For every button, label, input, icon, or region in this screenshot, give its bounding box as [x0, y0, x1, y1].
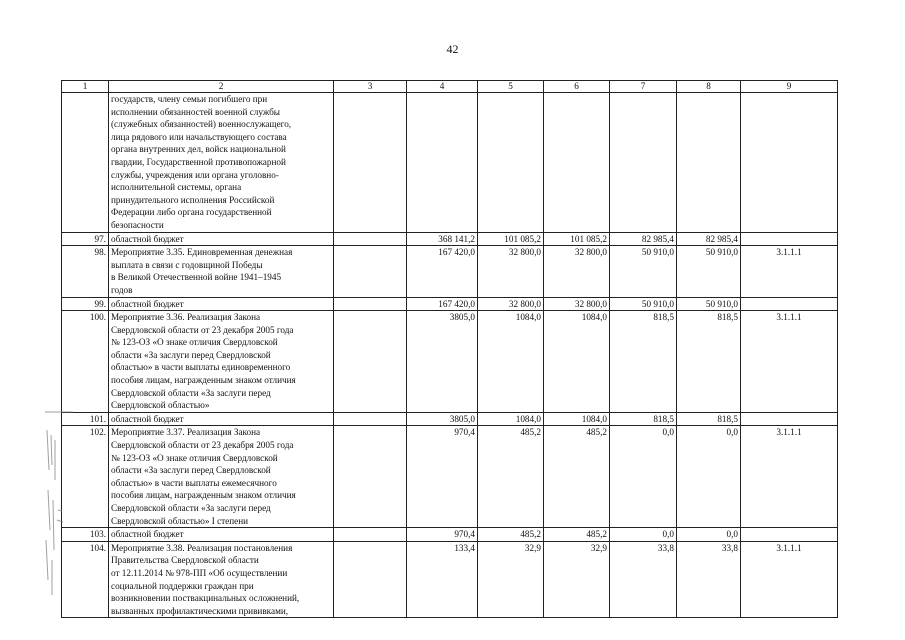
col3-cell [334, 412, 407, 426]
target-code [741, 93, 838, 233]
header-cell: 6 [544, 81, 610, 93]
target-code: 3.1.1.1 [741, 246, 838, 297]
col6-value [544, 93, 610, 233]
col6-value: 485,2 [544, 426, 610, 528]
col4-value: 3805,0 [407, 412, 478, 426]
table-row [62, 412, 838, 426]
row-number: 97. [62, 232, 109, 246]
col3-cell [334, 232, 407, 246]
col3-cell [334, 541, 407, 618]
row-number: 102. [62, 426, 109, 528]
table-row [62, 541, 838, 618]
row-name: областной бюджет [109, 297, 334, 311]
row-name: Мероприятие 3.37. Реализация Закона Свердловской области от 23 декабря 2005 года № 123-ОЗ «О знаке отличия Свердловской области «За заслуги перед Свердловской областью» в части выплаты ежемесячного пособия лицам, награжденным знаком отличия Свердловской области «За заслуги перед Свердловской областью» I степени [109, 426, 334, 528]
col5-value: 1084,0 [478, 412, 544, 426]
col6-value: 1084,0 [544, 311, 610, 413]
row-number: 100. [62, 311, 109, 413]
table-row [62, 246, 838, 297]
row-number: 101. [62, 412, 109, 426]
col5-value: 32 800,0 [478, 297, 544, 311]
col6-value: 32 800,0 [544, 297, 610, 311]
row-name: областной бюджет [109, 232, 334, 246]
row-name: государств, члену семьи погибшего при исполнении обязанностей военной службы (служебных обязанностей) военнослужащего, лица рядового или начальствующего состава органа внутренних дел, войск национальной гвардии, Государственной противопожарной службы, учреждения или органа уголовно- исполнительной системы, органа принудительного исполнения Российской Федерации либо органа государственной безопасности [109, 93, 334, 233]
row-number [62, 93, 109, 233]
scan-artifact [43, 410, 75, 600]
col4-value: 970,4 [407, 528, 478, 542]
col3-cell [334, 311, 407, 413]
budget-table [61, 80, 838, 618]
col7-value: 82 985,4 [610, 232, 677, 246]
col8-value: 0,0 [677, 426, 741, 528]
target-code [741, 297, 838, 311]
col8-value: 0,0 [677, 528, 741, 542]
table-row [62, 311, 838, 413]
col3-cell [334, 297, 407, 311]
row-number: 103. [62, 528, 109, 542]
header-cell: 9 [741, 81, 838, 93]
col8-value: 818,5 [677, 311, 741, 413]
col4-value: 368 141,2 [407, 232, 478, 246]
col5-value: 1084,0 [478, 311, 544, 413]
col7-value: 50 910,0 [610, 297, 677, 311]
col5-value: 485,2 [478, 528, 544, 542]
col5-value [478, 93, 544, 233]
col4-value: 133,4 [407, 541, 478, 618]
col4-value: 167 420,0 [407, 246, 478, 297]
col8-value: 82 985,4 [677, 232, 741, 246]
col6-value: 485,2 [544, 528, 610, 542]
table-row [62, 297, 838, 311]
col7-value: 818,5 [610, 412, 677, 426]
col4-value: 3805,0 [407, 311, 478, 413]
col5-value: 101 085,2 [478, 232, 544, 246]
col7-value [610, 93, 677, 233]
target-code: 3.1.1.1 [741, 541, 838, 618]
col7-value: 0,0 [610, 528, 677, 542]
col3-cell [334, 426, 407, 528]
target-code: 3.1.1.1 [741, 426, 838, 528]
header-cell: 4 [407, 81, 478, 93]
row-name: Мероприятие 3.36. Реализация Закона Свердловской области от 23 декабря 2005 года № 123-ОЗ «О знаке отличия Свердловской области «За заслуги перед Свердловской областью» в части выплаты единовременного пособия лицам, награжденным знаком отличия Свердловской области «За заслуги перед Свердловской областью» [109, 311, 334, 413]
page-number: 42 [446, 42, 459, 56]
header-cell: 1 [62, 81, 109, 93]
col6-value: 32 800,0 [544, 246, 610, 297]
row-name: областной бюджет [109, 528, 334, 542]
row-name: областной бюджет [109, 412, 334, 426]
table-row [62, 232, 838, 246]
target-code: 3.1.1.1 [741, 311, 838, 413]
col8-value [677, 93, 741, 233]
col4-value [407, 93, 478, 233]
col7-value: 0,0 [610, 426, 677, 528]
table-row [62, 93, 838, 233]
table-row [62, 426, 838, 528]
header-cell: 5 [478, 81, 544, 93]
col6-value: 101 085,2 [544, 232, 610, 246]
col3-cell [334, 93, 407, 233]
header-cell: 7 [610, 81, 677, 93]
col6-value: 1084,0 [544, 412, 610, 426]
header-cell: 2 [109, 81, 334, 93]
col8-value: 33,8 [677, 541, 741, 618]
header-cell: 8 [677, 81, 741, 93]
col7-value: 50 910,0 [610, 246, 677, 297]
header-row [62, 81, 838, 93]
row-number: 104. [62, 541, 109, 618]
col8-value: 50 910,0 [677, 297, 741, 311]
row-number: 98. [62, 246, 109, 297]
row-name: Мероприятие 3.38. Реализация постановления Правительства Свердловской области от 12.11.2014 № 978-ПП «Об осуществлении социальной поддержки граждан при возникновении поствакцинальных осложнений, вызванных профилактическими прививками, [109, 541, 334, 618]
header-cell: 3 [334, 81, 407, 93]
table-row [62, 528, 838, 542]
row-name: Мероприятие 3.35. Единовременная денежная выплата в связи с годовщиной Победы в Великой Отечественной войне 1941–1945 годов [109, 246, 334, 297]
col5-value: 32 800,0 [478, 246, 544, 297]
row-number: 99. [62, 297, 109, 311]
target-code [741, 412, 838, 426]
target-code [741, 232, 838, 246]
col3-cell [334, 528, 407, 542]
col5-value: 485,2 [478, 426, 544, 528]
col8-value: 818,5 [677, 412, 741, 426]
col6-value: 32,9 [544, 541, 610, 618]
target-code [741, 528, 838, 542]
col7-value: 33,8 [610, 541, 677, 618]
col3-cell [334, 246, 407, 297]
col4-value: 167 420,0 [407, 297, 478, 311]
col8-value: 50 910,0 [677, 246, 741, 297]
col7-value: 818,5 [610, 311, 677, 413]
col5-value: 32,9 [478, 541, 544, 618]
col4-value: 970,4 [407, 426, 478, 528]
